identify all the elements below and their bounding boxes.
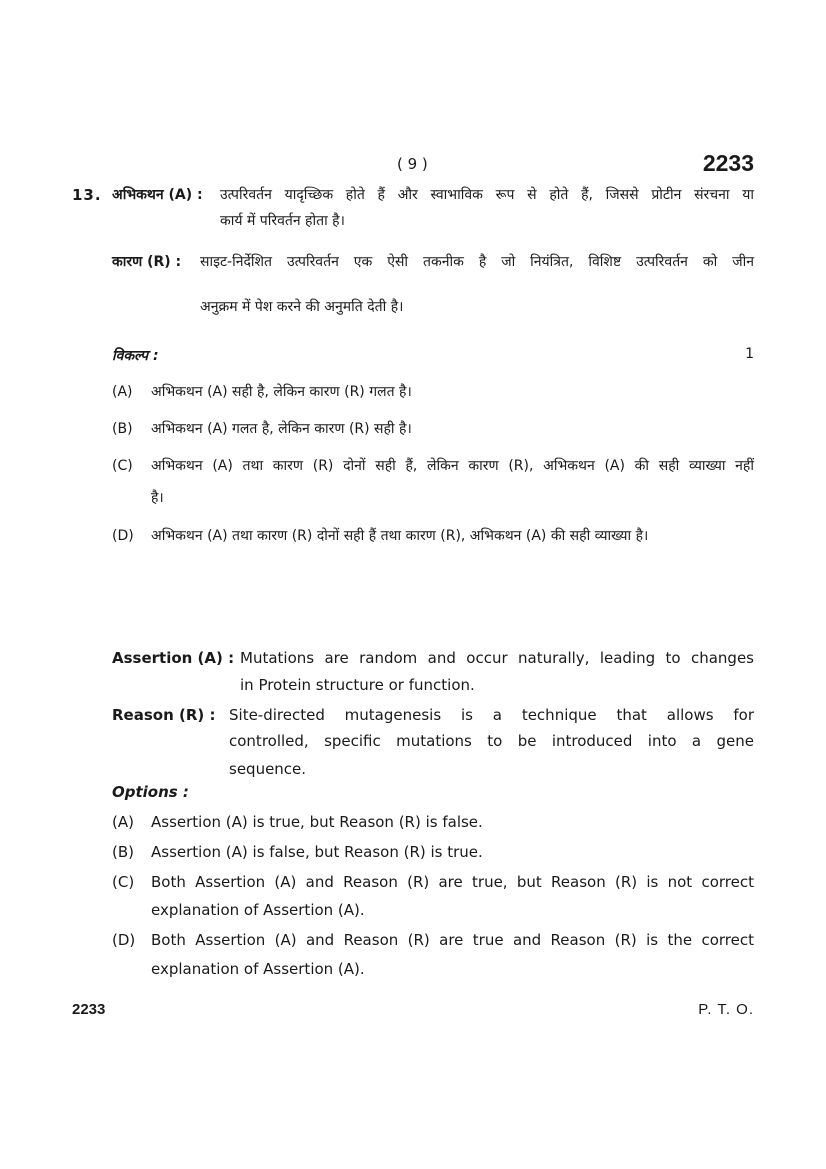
options-title: Options : [112, 783, 189, 801]
option-text: अभिकथन (A) तथा कारण (R) दोनों सही हैं, लेकिन कारण (R), अभिकथन (A) की सही व्याख्या नहीं [151, 458, 754, 474]
paper-code-header: 2233 [702, 150, 754, 176]
hindi-option-a [0, 381, 826, 405]
hindi-assertion-line2: कार्य में परिवर्तन होता है। [220, 213, 345, 229]
assertion-line2: in Protein structure or function. [240, 676, 475, 694]
marks: 1 [745, 346, 754, 362]
reason-line3: sequence. [229, 760, 307, 778]
option-letter: (C) [112, 458, 133, 474]
option-text: Assertion (A) is false, but Reason (R) is true. [151, 843, 483, 861]
option-text: अभिकथन (A) सही है, लेकिन कारण (R) गलत है। [151, 384, 412, 400]
hindi-assertion-label: अभिकथन (A) : [112, 187, 203, 203]
option-letter: (B) [112, 843, 134, 861]
reason-line1: Site-directed mutagenesis is a technique that allows for [229, 706, 754, 724]
reason-line2: controlled, specific mutations to be introduced into a gene [229, 732, 754, 750]
question-number: 13. [72, 186, 102, 204]
option-text-line2: है। [151, 490, 164, 506]
hindi-option-d [0, 525, 826, 549]
hindi-assertion-line1: उत्परिवर्तन यादृच्छिक होते हैं और स्वाभाविक रूप से होते हैं, जिससे प्रोटीन संरचना या [220, 187, 754, 203]
pto-label: P. T. O. [698, 1001, 754, 1018]
hindi-option-c [0, 455, 826, 515]
option-text-line2: explanation of Assertion (A). [151, 960, 365, 978]
option-letter: (D) [112, 528, 134, 544]
hindi-option-b [0, 418, 826, 442]
option-b [0, 838, 826, 866]
option-text: Both Assertion (A) and Reason (R) are true and Reason (R) is the correct [151, 931, 754, 949]
option-c [0, 868, 826, 926]
hindi-reason-label: कारण (R) : [112, 254, 182, 270]
option-letter: (B) [112, 421, 133, 437]
option-text: Assertion (A) is true, but Reason (R) is false. [151, 813, 483, 831]
option-a [0, 808, 826, 836]
option-letter: (A) [112, 813, 134, 831]
reason-label: Reason (R) : [112, 706, 216, 724]
page-number: ( 9 ) [397, 155, 428, 173]
paper-code-footer: 2233 [72, 1001, 106, 1018]
option-d [0, 926, 826, 984]
option-letter: (C) [112, 873, 135, 891]
assertion-line1: Mutations are random and occur naturally, leading to changes [240, 649, 754, 667]
hindi-reason-line2: अनुक्रम में पेश करने की अनुमति देती है। [200, 299, 404, 315]
option-text: Both Assertion (A) and Reason (R) are true, but Reason (R) is not correct [151, 873, 754, 891]
option-text: अभिकथन (A) गलत है, लेकिन कारण (R) सही है। [151, 421, 412, 437]
hindi-reason-line1: साइट-निर्देशित उत्परिवर्तन एक ऐसी तकनीक है जो नियंत्रित, विशिष्ट उत्परिवर्तन को जीन [200, 254, 754, 270]
option-letter: (D) [112, 931, 136, 949]
assertion-label: Assertion (A) : [112, 649, 235, 667]
option-text: अभिकथन (A) तथा कारण (R) दोनों सही हैं तथा कारण (R), अभिकथन (A) की सही व्याख्या है। [151, 528, 649, 544]
hindi-options-title: विकल्प : [112, 348, 159, 364]
option-letter: (A) [112, 384, 133, 400]
option-text-line2: explanation of Assertion (A). [151, 901, 365, 919]
